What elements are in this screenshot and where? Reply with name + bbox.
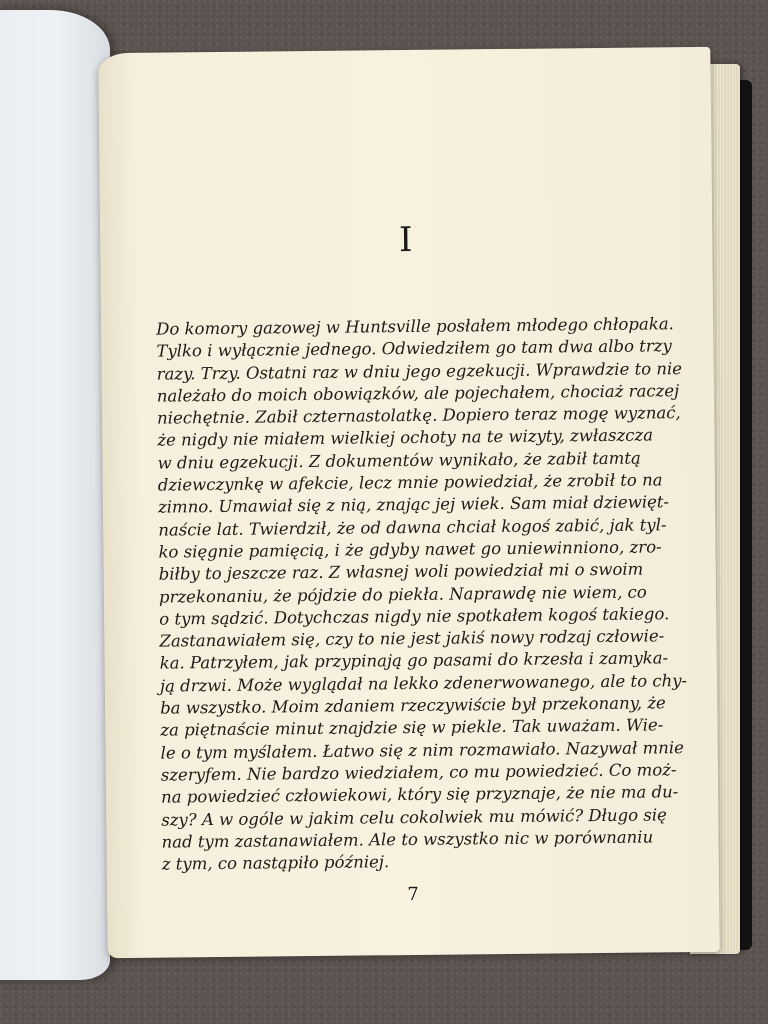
text-line: z tym, co nastąpiło później. — [161, 852, 390, 874]
text-line: przekonaniu, że pójdzie do piekła. Naprawdę nie wiem, co — [158, 582, 647, 607]
text-line: dziewczynkę w afekcie, lecz mnie powiedział, że zrobił to na — [157, 470, 663, 495]
text-line: razy. Trzy. Ostatni raz w dniu jego egzekucji. Wprawdzie to nie — [156, 358, 683, 384]
text-line: le o tym myślałem. Łatwo się z nim rozmawiało. Nazywał mnie — [160, 737, 684, 763]
text-line: o tym sądzić. Dotychczas nigdy nie spotkałem kogoś takiego. — [159, 604, 670, 629]
text-line: Do komory gazowej w Huntsville posłałem młodego chłopaka. — [156, 314, 674, 339]
text-line: ka. Patrzyłem, jak przypinają go pasami do krzesła i zamyka- — [159, 648, 669, 674]
text-line: ją drzwi. Może wyglądał na lekko zdenerwowanego, ale to chy- — [159, 670, 688, 696]
text-line: szy? A w ogóle w jakim celu cokolwiek mu mówić? Długo się — [161, 804, 667, 830]
text-line: ba wszystko. Moim zdaniem rzeczywiście był przekonany, że — [160, 693, 666, 718]
text-line: że nigdy nie miałem wielkiej ochoty na te wizyty, zwłaszcza — [157, 425, 654, 451]
text-line: ko sięgnie pamięcią, i że gdyby nawet go uniewinniono, zro- — [158, 537, 662, 562]
page-number: 7 — [407, 883, 419, 906]
text-line: należało do moich obowiązków, ale pojechałem, chociaż raczej — [156, 381, 680, 406]
text-line: Tylko i wyłącznie jednego. Odwiedziłem go tam dwa albo trzy — [156, 336, 672, 361]
text-line: za piętnaście minut znajdzie się w piekle. Tak uważam. Wie- — [160, 715, 664, 740]
chapter-title: I — [398, 219, 414, 261]
text-line: Zastanawiałem się, czy to nie jest jakiś nowy rodzaj człowie- — [159, 626, 665, 651]
text-line: nad tym zastanawiałem. Ale to wszystko nic w porównaniu — [161, 827, 654, 852]
text-line: biłby to jeszcze raz. Z własnej woli powiedział mi o swoim — [158, 559, 644, 584]
text-line: szeryfem. Nie bardzo wiedziałem, co mu powiedzieć. Co moż- — [160, 760, 677, 785]
text-line: naście lat. Twierdził, że od dawna chciał kogoś zabić, jak tyl- — [158, 514, 667, 540]
text-line: niechętnie. Zabił czternastolatkę. Dopiero teraz mogę wyznać, — [157, 403, 681, 428]
left-page-blank — [0, 10, 110, 980]
text-line: w dniu egzekucji. Z dokumentów wynikało, że zabił tamtą — [157, 448, 641, 473]
right-page — [98, 47, 719, 958]
body-text — [156, 314, 688, 876]
text-line: zimno. Umawiał się z nią, znając jej wiek. Sam miał dziewięt- — [157, 492, 670, 518]
text-line: na powiedzieć człowiekowi, który się przyznaje, że nie ma du- — [160, 782, 679, 807]
